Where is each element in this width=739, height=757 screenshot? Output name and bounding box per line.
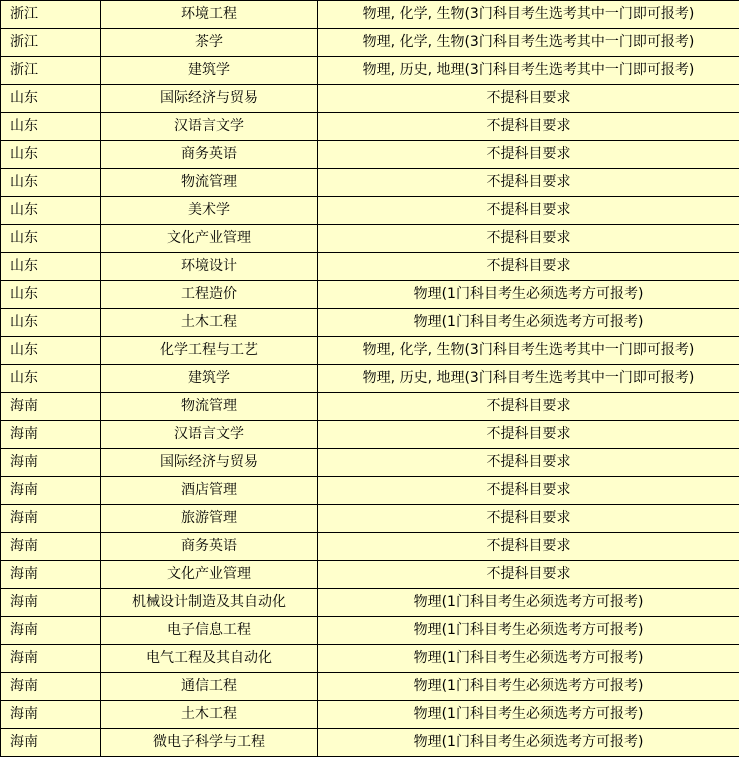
- table-row: [1, 1, 739, 29]
- requirement-cell: 不提科目要求: [318, 85, 739, 113]
- requirement-cell: 物理(1门科目考生必须选考方可报考): [318, 589, 739, 617]
- province-cell: 海南: [1, 729, 101, 757]
- requirement-cell: 不提科目要求: [318, 225, 739, 253]
- major-cell: 化学工程与工艺: [101, 337, 318, 365]
- province-cell: 浙江: [1, 57, 101, 85]
- table-row: [1, 701, 739, 729]
- province-cell: 山东: [1, 85, 101, 113]
- major-cell: 美术学: [101, 197, 318, 225]
- table-row: [1, 169, 739, 197]
- table-row: [1, 337, 739, 365]
- table-row: [1, 309, 739, 337]
- province-cell: 海南: [1, 589, 101, 617]
- requirement-cell: 物理, 化学, 生物(3门科目考生选考其中一门即可报考): [318, 1, 739, 29]
- province-cell: 山东: [1, 281, 101, 309]
- major-cell: 物流管理: [101, 169, 318, 197]
- province-cell: 海南: [1, 533, 101, 561]
- table-row: [1, 645, 739, 673]
- major-cell: 环境工程: [101, 1, 318, 29]
- major-cell: 茶学: [101, 29, 318, 57]
- table-row: [1, 141, 739, 169]
- province-cell: 山东: [1, 337, 101, 365]
- requirement-cell: 物理, 化学, 生物(3门科目考生选考其中一门即可报考): [318, 337, 739, 365]
- major-cell: 汉语言文学: [101, 421, 318, 449]
- province-cell: 山东: [1, 309, 101, 337]
- major-cell: 酒店管理: [101, 477, 318, 505]
- table-row: [1, 365, 739, 393]
- requirement-cell: 物理, 化学, 生物(3门科目考生选考其中一门即可报考): [318, 29, 739, 57]
- table-row: [1, 561, 739, 589]
- province-cell: 海南: [1, 421, 101, 449]
- table-row: [1, 449, 739, 477]
- table-row: [1, 225, 739, 253]
- province-cell: 山东: [1, 113, 101, 141]
- major-cell: 旅游管理: [101, 505, 318, 533]
- major-cell: 国际经济与贸易: [101, 449, 318, 477]
- table-row: [1, 253, 739, 281]
- major-cell: 汉语言文学: [101, 113, 318, 141]
- table-row: [1, 617, 739, 645]
- table-row: [1, 197, 739, 225]
- major-cell: 商务英语: [101, 141, 318, 169]
- requirement-cell: 不提科目要求: [318, 533, 739, 561]
- province-cell: 浙江: [1, 29, 101, 57]
- requirement-cell: 不提科目要求: [318, 505, 739, 533]
- major-cell: 文化产业管理: [101, 225, 318, 253]
- major-cell: 土木工程: [101, 309, 318, 337]
- table-row: [1, 505, 739, 533]
- major-cell: 土木工程: [101, 701, 318, 729]
- province-cell: 浙江: [1, 1, 101, 29]
- province-cell: 海南: [1, 645, 101, 673]
- table-row: [1, 477, 739, 505]
- major-cell: 电气工程及其自动化: [101, 645, 318, 673]
- table-row: [1, 393, 739, 421]
- province-cell: 山东: [1, 225, 101, 253]
- requirement-cell: 物理, 历史, 地理(3门科目考生选考其中一门即可报考): [318, 57, 739, 85]
- province-cell: 海南: [1, 449, 101, 477]
- requirement-cell: 物理(1门科目考生必须选考方可报考): [318, 673, 739, 701]
- table-row: [1, 673, 739, 701]
- table-row: [1, 29, 739, 57]
- requirement-cell: 不提科目要求: [318, 421, 739, 449]
- requirement-cell: 物理(1门科目考生必须选考方可报考): [318, 701, 739, 729]
- province-cell: 山东: [1, 197, 101, 225]
- province-cell: 海南: [1, 505, 101, 533]
- requirement-cell: 不提科目要求: [318, 113, 739, 141]
- table-body: [1, 1, 739, 757]
- major-cell: 通信工程: [101, 673, 318, 701]
- province-cell: 山东: [1, 169, 101, 197]
- province-cell: 山东: [1, 365, 101, 393]
- table-row: [1, 533, 739, 561]
- major-cell: 商务英语: [101, 533, 318, 561]
- table-row: [1, 85, 739, 113]
- major-cell: 机械设计制造及其自动化: [101, 589, 318, 617]
- major-cell: 建筑学: [101, 365, 318, 393]
- requirement-cell: 物理(1门科目考生必须选考方可报考): [318, 309, 739, 337]
- table-row: [1, 281, 739, 309]
- table-row: [1, 729, 739, 757]
- province-cell: 海南: [1, 701, 101, 729]
- table-row: [1, 589, 739, 617]
- requirement-cell: 物理(1门科目考生必须选考方可报考): [318, 617, 739, 645]
- province-cell: 海南: [1, 393, 101, 421]
- requirement-cell: 不提科目要求: [318, 169, 739, 197]
- province-cell: 山东: [1, 141, 101, 169]
- major-cell: 文化产业管理: [101, 561, 318, 589]
- major-cell: 国际经济与贸易: [101, 85, 318, 113]
- requirement-cell: 不提科目要求: [318, 449, 739, 477]
- major-cell: 工程造价: [101, 281, 318, 309]
- major-cell: 物流管理: [101, 393, 318, 421]
- major-cell: 环境设计: [101, 253, 318, 281]
- requirement-cell: 物理(1门科目考生必须选考方可报考): [318, 281, 739, 309]
- province-cell: 山东: [1, 253, 101, 281]
- table-row: [1, 113, 739, 141]
- major-cell: 建筑学: [101, 57, 318, 85]
- province-cell: 海南: [1, 673, 101, 701]
- major-cell: 电子信息工程: [101, 617, 318, 645]
- requirement-cell: 不提科目要求: [318, 393, 739, 421]
- requirement-cell: 不提科目要求: [318, 477, 739, 505]
- requirement-cell: 物理, 历史, 地理(3门科目考生选考其中一门即可报考): [318, 365, 739, 393]
- table-row: [1, 421, 739, 449]
- province-cell: 海南: [1, 617, 101, 645]
- requirement-cell: 不提科目要求: [318, 561, 739, 589]
- requirement-cell: 不提科目要求: [318, 197, 739, 225]
- requirement-cell: 不提科目要求: [318, 253, 739, 281]
- requirement-cell: 不提科目要求: [318, 141, 739, 169]
- major-cell: 微电子科学与工程: [101, 729, 318, 757]
- requirement-cell: 物理(1门科目考生必须选考方可报考): [318, 729, 739, 757]
- table-row: [1, 57, 739, 85]
- requirement-cell: 物理(1门科目考生必须选考方可报考): [318, 645, 739, 673]
- province-cell: 海南: [1, 561, 101, 589]
- province-cell: 海南: [1, 477, 101, 505]
